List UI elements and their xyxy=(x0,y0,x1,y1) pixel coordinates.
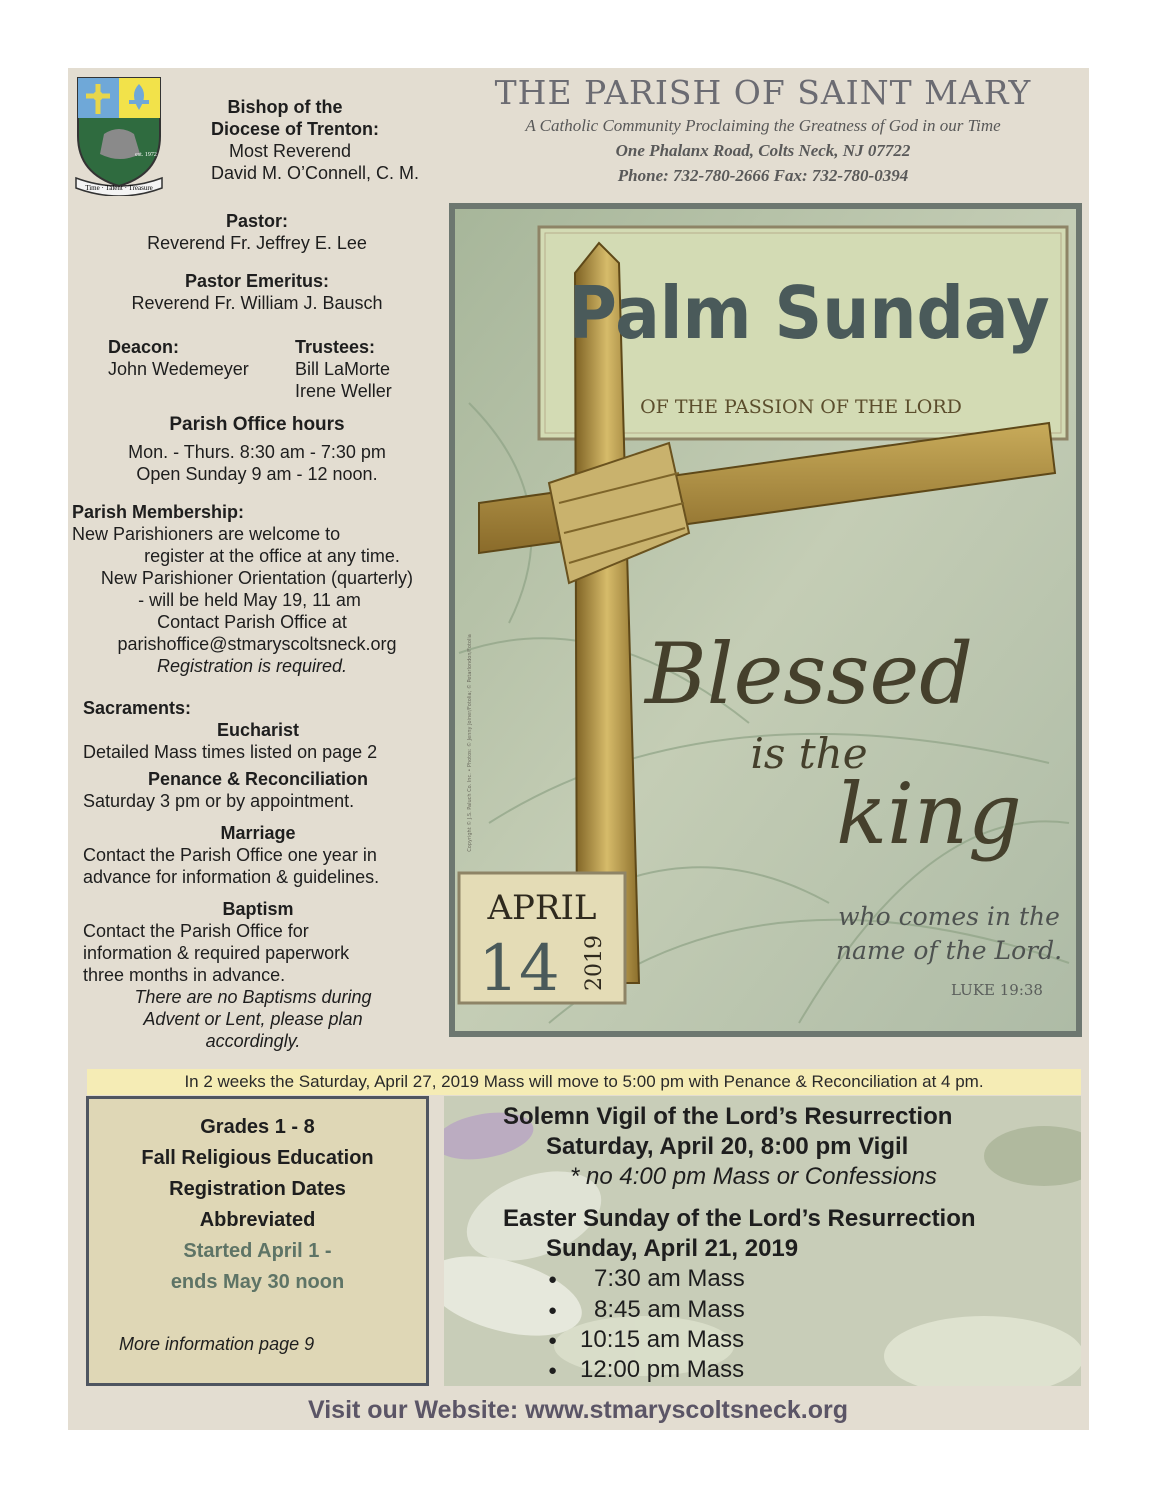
parish-crest xyxy=(74,74,164,196)
sunday-date: Sunday, April 21, 2019 xyxy=(546,1235,799,1262)
vigil-title: Solemn Vigil of the Lord’s Resurrection xyxy=(503,1103,953,1130)
membership-email[interactable]: parishoffice@stmaryscoltsneck.org xyxy=(117,634,397,654)
marriage-text-1: Contact the Parish Office one year in xyxy=(83,845,377,865)
bishop-heading-1: Bishop of the xyxy=(227,97,343,117)
parish-address: One Phalanx Road, Colts Neck, NJ 07722 xyxy=(615,141,911,160)
baptism-note-2: Advent or Lent, please plan xyxy=(143,1009,363,1029)
baptism-text-2: information & required paperwork xyxy=(83,943,350,963)
palm-sunday-poster xyxy=(449,203,1082,1037)
website-footer[interactable]: Visit our Website: www.stmaryscoltsneck.org xyxy=(308,1396,848,1424)
membership-line-4: - will be held May 19, 11 am xyxy=(138,590,361,610)
sunday-title: Easter Sunday of the Lord’s Resurrection xyxy=(503,1205,976,1232)
eucharist-heading: Eucharist xyxy=(216,720,300,740)
parish-tagline: A Catholic Community Proclaiming the Greatness of God in our Time xyxy=(525,116,1001,135)
marriage-text-2: advance for information & guidelines. xyxy=(83,867,380,887)
easter-schedule xyxy=(444,1096,1081,1386)
bullet-icon: ● xyxy=(548,1362,558,1379)
poster-verse-1: who comes in the xyxy=(838,902,1060,931)
baptism-note-1: There are no Baptisms during xyxy=(134,987,372,1007)
mass-time-4: 12:00 pm Mass xyxy=(580,1356,745,1383)
religious-education-box xyxy=(86,1096,429,1386)
poster-script-3: king xyxy=(836,765,1022,863)
mass-time-2: 8:45 am Mass xyxy=(594,1296,745,1323)
bishop-heading-2: Diocese of Trenton: xyxy=(210,119,380,139)
religious-ed-more: More information page 9 xyxy=(119,1334,315,1354)
deacon-heading: Deacon: xyxy=(108,337,180,357)
bishop-name: David M. O’Connell, C. M. xyxy=(210,163,420,183)
baptism-heading: Baptism xyxy=(222,899,294,919)
poster-month: APRIL xyxy=(487,888,597,928)
religious-ed-line-5: Started April 1 - xyxy=(183,1240,332,1262)
religious-ed-line-6: ends May 30 noon xyxy=(170,1271,345,1293)
office-heading: Parish Office hours xyxy=(169,414,345,435)
trustee-1: Bill LaMorte xyxy=(295,359,391,379)
membership-line-3: New Parishioner Orientation (quarterly) xyxy=(100,568,414,588)
office-line-1: Mon. - Thurs. 8:30 am - 7:30 pm xyxy=(128,442,386,462)
membership-line-7: Registration is required. xyxy=(156,656,348,676)
religious-ed-line-1: Grades 1 - 8 xyxy=(200,1116,315,1138)
trustees-heading: Trustees: xyxy=(295,337,376,357)
crest-motto: Time · Talent · Treasure xyxy=(85,184,153,192)
deacon-block xyxy=(108,336,288,380)
poster-year: 2019 xyxy=(582,935,607,991)
crest-est: est. 1972 xyxy=(135,152,157,158)
parish-title: THE PARISH OF SAINT MARY xyxy=(494,73,1032,112)
baptism-text-1: Contact the Parish Office for xyxy=(83,921,309,941)
sacraments-block xyxy=(83,697,433,1052)
poster-script-1: Blessed xyxy=(644,625,974,723)
pastor-heading: Pastor: xyxy=(225,211,288,231)
membership-line-1: New Parishioners are welcome to xyxy=(72,524,341,544)
bishop-block xyxy=(170,96,430,184)
vigil-date: Saturday, April 20, 8:00 pm Vigil xyxy=(546,1133,909,1160)
baptism-text-3: three months in advance. xyxy=(83,965,286,985)
poster-day: 14 xyxy=(478,932,560,1006)
pastor-block xyxy=(72,210,442,254)
eucharist-text: Detailed Mass times listed on page 2 xyxy=(83,742,378,762)
poster-verse-2: name of the Lord. xyxy=(835,936,1063,965)
membership-heading: Parish Membership: xyxy=(72,502,245,522)
mass-time-notice: In 2 weeks the Saturday, April 27, 2019 Mass will move to 5:00 pm with Penance & Reconciliation at 4 pm. xyxy=(87,1069,1081,1095)
deacon-name: John Wedemeyer xyxy=(108,359,249,379)
bishop-title: Most Reverend xyxy=(228,141,352,161)
trustee-2: Irene Weller xyxy=(295,381,392,401)
membership-block xyxy=(72,501,442,677)
trustees-block xyxy=(295,336,445,402)
baptism-note-3: accordingly. xyxy=(205,1031,301,1051)
bullet-icon: ● xyxy=(548,1302,558,1319)
emeritus-heading: Pastor Emeritus: xyxy=(184,271,330,291)
religious-ed-line-4: Abbreviated xyxy=(199,1209,316,1231)
parish-header xyxy=(448,72,1078,186)
penance-text: Saturday 3 pm or by appointment. xyxy=(83,791,355,811)
sacraments-heading: Sacraments: xyxy=(83,698,192,718)
poster-script-2: is the xyxy=(750,729,868,778)
poster-credit: Copyright © J.S. Paluch Co. Inc. • Photos: © Jenny Joiner/Fotolia; © Petarlondon/Fotolia xyxy=(467,634,473,852)
religious-ed-line-3: Registration Dates xyxy=(169,1178,346,1200)
penance-heading: Penance & Reconciliation xyxy=(147,769,369,789)
parish-phone-fax: Phone: 732-780-2666 Fax: 732-780-0394 xyxy=(617,166,909,185)
mass-time-1: 7:30 am Mass xyxy=(594,1265,745,1292)
emeritus-block xyxy=(72,270,442,314)
membership-line-5: Contact Parish Office at xyxy=(157,612,347,632)
marriage-heading: Marriage xyxy=(220,823,296,843)
membership-line-2: register at the office at any time. xyxy=(144,546,400,566)
emeritus-name: Reverend Fr. William J. Bausch xyxy=(131,293,383,313)
pastor-name: Reverend Fr. Jeffrey E. Lee xyxy=(147,233,367,253)
office-hours-block xyxy=(72,414,442,485)
vigil-note: * no 4:00 pm Mass or Confessions xyxy=(570,1163,937,1190)
religious-ed-line-2: Fall Religious Education xyxy=(141,1147,374,1169)
poster-subtitle: OF THE PASSION OF THE LORD xyxy=(640,396,962,418)
mass-time-3: 10:15 am Mass xyxy=(580,1326,745,1353)
bullet-icon: ● xyxy=(548,1271,558,1288)
office-line-2: Open Sunday 9 am - 12 noon. xyxy=(136,464,378,484)
poster-title: Palm Sunday xyxy=(568,272,1050,356)
poster-citation: LUKE 19:38 xyxy=(951,981,1043,999)
bullet-icon: ● xyxy=(548,1332,558,1349)
